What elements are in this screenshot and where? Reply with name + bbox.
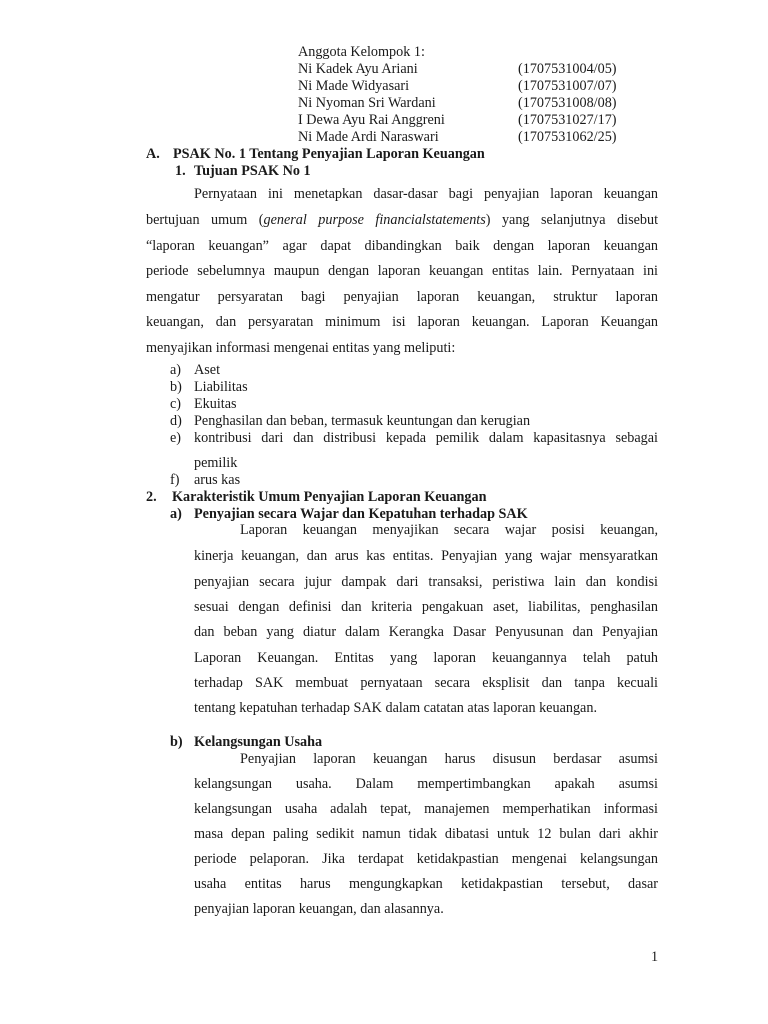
list-item: Aset: [194, 362, 221, 378]
suba-marker: a): [170, 506, 182, 522]
list-marker: f): [170, 472, 180, 488]
sub1-title: Tujuan PSAK No 1: [194, 163, 311, 179]
suba-line: kinerja keuangan, dan arus kas entitas. Penyajian yang wajar mensyaratkan: [194, 548, 658, 564]
para1-line-1: Pernyataan ini menetapkan dasar-dasar bagi penyajian laporan keuangan: [194, 186, 658, 202]
members-heading: Anggota Kelompok 1:: [298, 44, 425, 60]
list-marker: d): [170, 413, 182, 429]
suba-line: Laporan Keuangan. Entitas yang laporan keuangannya telah patuh: [194, 650, 658, 666]
subb-line: kelangsungan usaha. Dalam mempertimbangkan apakah asumsi: [194, 776, 658, 792]
member-name: Ni Nyoman Sri Wardani: [298, 95, 436, 111]
para1-line-7: menyajikan informasi mengenai entitas yang meliputi:: [146, 340, 456, 356]
subb-line: Penyajian laporan keuangan harus disusun berdasar asumsi: [240, 751, 658, 767]
subb-line: penyajian laporan keuangan, dan alasannya.: [194, 901, 444, 917]
member-name: Ni Made Ardi Naraswari: [298, 129, 439, 145]
member-name: I Dewa Ayu Rai Anggreni: [298, 112, 445, 128]
sub2-marker: 2.: [146, 489, 157, 505]
sub1-marker: 1.: [175, 163, 186, 179]
list-item: Liabilitas: [194, 379, 248, 395]
list-marker: a): [170, 362, 182, 378]
subb-marker: b): [170, 734, 183, 750]
member-nim: (1707531062/25): [518, 129, 617, 145]
member-nim: (1707531004/05): [518, 61, 617, 77]
list-marker: b): [170, 379, 182, 395]
suba-line: sesuai dengan definisi dan kriteria pengakuan aset, liabilitas, penghasilan: [194, 599, 658, 615]
list-item-continuation: pemilik: [194, 455, 238, 471]
list-item: Penghasilan dan beban, termasuk keuntungan dan kerugian: [194, 413, 531, 429]
page-number: 1: [651, 949, 659, 965]
suba-line: terhadap SAK membuat pernyataan secara eksplisit dan tanpa kecuali: [194, 675, 658, 691]
list-marker: e): [170, 430, 182, 446]
member-name: Ni Made Widyasari: [298, 78, 410, 94]
suba-title: Penyajian secara Wajar dan Kepatuhan terhadap SAK: [194, 506, 528, 522]
para1-line-5: mengatur persyaratan bagi penyajian laporan keuangan, struktur laporan: [146, 289, 658, 305]
list-item: kontribusi dari dan distribusi kepada pemilik dalam kapasitasnya sebagai: [194, 430, 658, 446]
para1-italic-term: general purpose financialstatements: [263, 212, 486, 228]
member-nim: (1707531008/08): [518, 95, 617, 111]
subb-line: usaha entitas harus mengungkapkan ketidakpastian tersebut, dasar: [194, 876, 658, 892]
list-item: Ekuitas: [194, 396, 237, 412]
member-nim: (1707531007/07): [518, 78, 617, 94]
para1-line-2: bertujuan umum (general purpose financialstatements) yang selanjutnya disebut: [146, 212, 659, 228]
member-nim: (1707531027/17): [518, 112, 617, 128]
subb-line: periode pelaporan. Jika terdapat ketidakpastian mengenai kelangsungan: [194, 851, 658, 867]
member-name: Ni Kadek Ayu Ariani: [298, 61, 418, 77]
suba-line: Laporan keuangan menyajikan secara wajar posisi keuangan,: [240, 522, 658, 538]
subb-line: kelangsungan usaha adalah tepat, manajemen memperhatikan informasi: [194, 801, 658, 817]
suba-line: dan beban yang diatur dalam Kerangka Dasar Penyusunan dan Penyajian: [194, 624, 658, 640]
para1-line-4: periode sebelumnya maupun dengan laporan keuangan entitas lain. Pernyataan ini: [146, 263, 658, 279]
suba-line: penyajian secara jujur dampak dari transaksi, peristiwa lain dan kondisi: [194, 574, 658, 590]
section-a-title: PSAK No. 1 Tentang Penyajian Laporan Keuangan: [173, 146, 485, 162]
list-item: arus kas: [194, 472, 241, 488]
para1-line-3: “laporan keuangan” agar dapat dibandingkan baik dengan laporan keuangan: [146, 238, 658, 254]
list-marker: c): [170, 396, 182, 412]
subb-title: Kelangsungan Usaha: [194, 734, 323, 750]
section-a-marker: A.: [146, 146, 160, 162]
suba-line: tentang kepatuhan terhadap SAK dalam catatan atas laporan keuangan.: [194, 700, 597, 716]
sub2-title: Karakteristik Umum Penyajian Laporan Keuangan: [172, 489, 487, 505]
para1-line-6: keuangan, dan persyaratan minimum isi laporan keuangan. Laporan Keuangan: [146, 314, 658, 330]
subb-line: masa depan paling sedikit namun tidak dibatasi untuk 12 bulan dari akhir: [194, 826, 658, 842]
